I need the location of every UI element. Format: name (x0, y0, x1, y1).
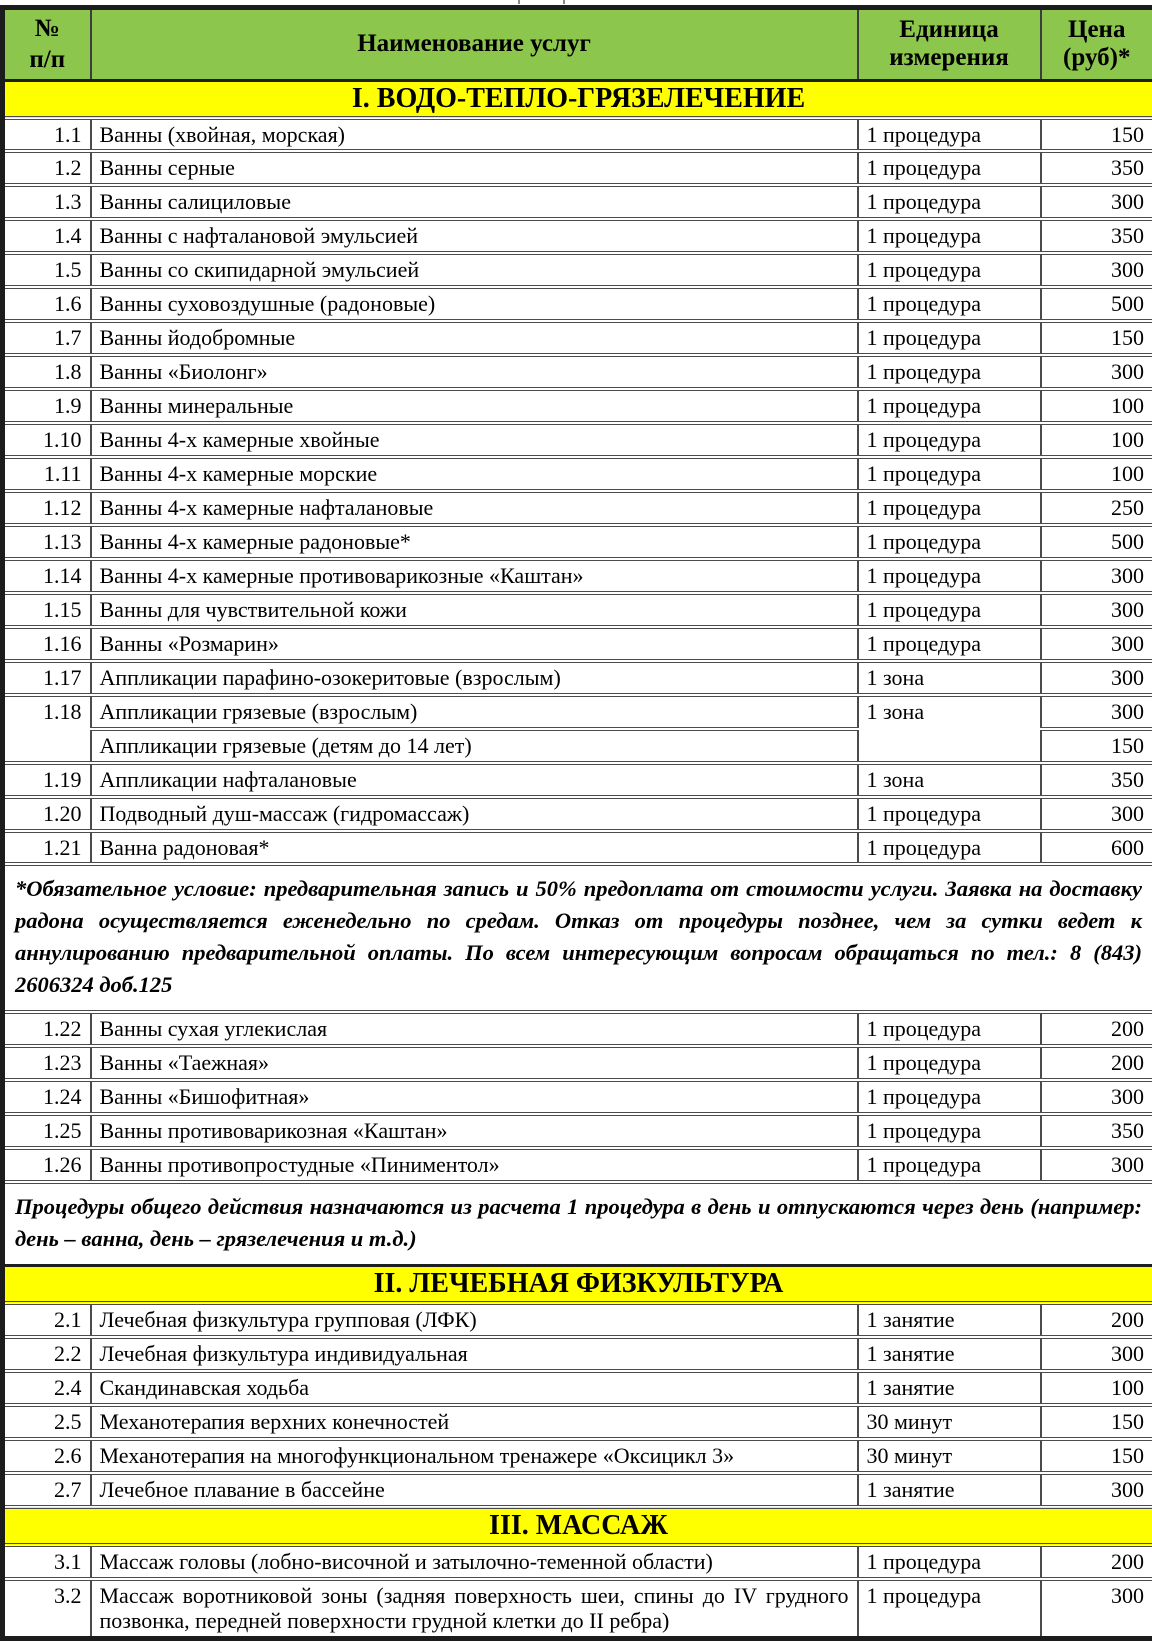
row-number: 3.2 (3, 1579, 91, 1639)
price-cell: 300 (1041, 1337, 1152, 1371)
unit-cell: 1 процедура (858, 253, 1041, 287)
service-name: Ванны «Таежная» (91, 1046, 858, 1080)
section-row (3, 1507, 1152, 1545)
row-number: 1.8 (3, 355, 91, 389)
unit-cell: 1 процедура (858, 525, 1041, 559)
table-row (3, 287, 1152, 321)
row-number: 2.7 (3, 1473, 91, 1507)
service-name: Ванны с нафталановой эмульсией (91, 219, 858, 253)
table-row (3, 1405, 1152, 1439)
service-name: Массаж воротниковой зоны (задняя поверхность шеи, спины до IV грудного позвонка, передней поверхности грудной клетки до II ребра) (91, 1579, 858, 1639)
note-text: *Обязательное условие: предварительная запись и 50% предоплата от стоимости услуги. Заявка на доставку радона осуществляется еженедельно по средам. Отказ от процедуры позднее, чем за сутки ведет к аннулированию предварительной оплаты. По всем интересующим вопросам обращаться по тел.: 8 (843) 2606324 доб.125 (3, 864, 1152, 1012)
table-row (3, 695, 1152, 729)
unit-cell: 1 процедура (858, 1012, 1041, 1046)
row-number: 1.22 (3, 1012, 91, 1046)
price-cell: 150 (1041, 118, 1152, 152)
service-name: Ванна радоновая* (91, 831, 858, 865)
service-name: Лечебная физкультура групповая (ЛФК) (91, 1303, 858, 1337)
table-row (3, 763, 1152, 797)
price-cell: 100 (1041, 1371, 1152, 1405)
price-cell: 200 (1041, 1545, 1152, 1579)
row-number: 3.1 (3, 1545, 91, 1579)
unit-cell: 1 процедура (858, 797, 1041, 831)
table-row (3, 1371, 1152, 1405)
service-name: Ванны минеральные (91, 389, 858, 423)
row-number: 1.1 (3, 118, 91, 152)
table-row (3, 1303, 1152, 1337)
table-row (3, 1337, 1152, 1371)
service-name: Ванны 4-х камерные нафталановые (91, 491, 858, 525)
service-name: Ванны серные (91, 151, 858, 185)
col-header-price: Цена (руб)* (1041, 8, 1152, 81)
price-cell: 300 (1041, 253, 1152, 287)
unit-cell: 1 процедура (858, 185, 1041, 219)
table-row (3, 593, 1152, 627)
price-table-header (3, 8, 1152, 81)
unit-cell: 1 процедура (858, 627, 1041, 661)
unit-cell: 1 процедура (858, 1579, 1041, 1639)
unit-cell: 1 процедура (858, 151, 1041, 185)
table-row (3, 1439, 1152, 1473)
price-cell: 150 (1041, 321, 1152, 355)
row-number: 1.3 (3, 185, 91, 219)
row-number: 1.7 (3, 321, 91, 355)
section-header: II. ЛЕЧЕБНАЯ ФИЗКУЛЬТУРА (3, 1265, 1152, 1303)
price-cell: 200 (1041, 1046, 1152, 1080)
table-row (3, 1046, 1152, 1080)
row-number: 1.15 (3, 593, 91, 627)
row-number: 1.21 (3, 831, 91, 865)
table-row (3, 797, 1152, 831)
row-number: 1.26 (3, 1148, 91, 1182)
table-row (3, 423, 1152, 457)
unit-cell: 1 процедура (858, 1545, 1041, 1579)
table-row (3, 219, 1152, 253)
price-cell: 300 (1041, 661, 1152, 695)
table-row (3, 559, 1152, 593)
table-row (3, 389, 1152, 423)
unit-cell: 1 процедура (858, 1114, 1041, 1148)
unit-cell: 30 минут (858, 1439, 1041, 1473)
service-name: Аппликации грязевые (взрослым) (91, 695, 858, 729)
crop-artifact-tick (563, 0, 565, 4)
row-number: 1.10 (3, 423, 91, 457)
unit-cell: 1 процедура (858, 355, 1041, 389)
service-name: Ванны «Бишофитная» (91, 1080, 858, 1114)
unit-cell: 1 процедура (858, 457, 1041, 491)
service-name: Аппликации парафино-озокеритовые (взрослым) (91, 661, 858, 695)
price-cell: 100 (1041, 457, 1152, 491)
service-name: Массаж головы (лобно-височной и затылочно-теменной области) (91, 1545, 858, 1579)
unit-cell: 30 минут (858, 1405, 1041, 1439)
table-row (3, 457, 1152, 491)
unit-cell: 1 процедура (858, 559, 1041, 593)
unit-cell: 1 процедура (858, 389, 1041, 423)
service-name: Ванны 4-х камерные противоварикозные «Каштан» (91, 559, 858, 593)
unit-cell: 1 процедура (858, 1080, 1041, 1114)
price-cell: 300 (1041, 1080, 1152, 1114)
service-name: Ванны 4-х камерные хвойные (91, 423, 858, 457)
section-row (3, 1265, 1152, 1303)
price-cell: 350 (1041, 1114, 1152, 1148)
row-number: 1.24 (3, 1080, 91, 1114)
price-cell: 150 (1041, 1439, 1152, 1473)
table-row (3, 1545, 1152, 1579)
unit-cell: 1 процедура (858, 491, 1041, 525)
table-row (3, 525, 1152, 559)
row-number: 2.4 (3, 1371, 91, 1405)
row-number: 1.5 (3, 253, 91, 287)
price-cell: 300 (1041, 627, 1152, 661)
unit-cell: 1 занятие (858, 1371, 1041, 1405)
service-name: Ванны со скипидарной эмульсией (91, 253, 858, 287)
price-table (0, 5, 1152, 1641)
price-cell: 500 (1041, 287, 1152, 321)
row-number: 2.2 (3, 1337, 91, 1371)
service-name: Ванны 4-х камерные радоновые* (91, 525, 858, 559)
price-cell: 300 (1041, 355, 1152, 389)
price-cell: 100 (1041, 389, 1152, 423)
row-number: 1.20 (3, 797, 91, 831)
unit-cell: 1 занятие (858, 1337, 1041, 1371)
price-cell: 500 (1041, 525, 1152, 559)
unit-cell: 1 процедура (858, 831, 1041, 865)
price-cell: 300 (1041, 695, 1152, 729)
service-name: Ванны йодобромные (91, 321, 858, 355)
table-row (3, 355, 1152, 389)
row-number: 1.4 (3, 219, 91, 253)
price-cell: 300 (1041, 1579, 1152, 1639)
unit-cell: 1 процедура (858, 118, 1041, 152)
unit-cell: 1 процедура (858, 287, 1041, 321)
service-name: Скандинавская ходьба (91, 1371, 858, 1405)
crop-artifact-strip (0, 0, 1152, 5)
price-cell: 350 (1041, 219, 1152, 253)
service-name: Ванны 4-х камерные морские (91, 457, 858, 491)
col-header-num (3, 8, 91, 81)
price-cell: 100 (1041, 423, 1152, 457)
table-row (3, 321, 1152, 355)
price-cell: 350 (1041, 763, 1152, 797)
price-cell: 300 (1041, 1148, 1152, 1182)
service-name: Ванны для чувствительной кожи (91, 593, 858, 627)
table-row (3, 1148, 1152, 1182)
price-cell: 200 (1041, 1012, 1152, 1046)
unit-cell: 1 процедура (858, 219, 1041, 253)
table-row (3, 1114, 1152, 1148)
table-row (3, 1473, 1152, 1507)
service-name: Подводный душ-массаж (гидромассаж) (91, 797, 858, 831)
price-cell: 300 (1041, 559, 1152, 593)
unit-cell: 1 процедура (858, 423, 1041, 457)
table-row (3, 661, 1152, 695)
service-name: Аппликации грязевые (детям до 14 лет) (91, 729, 858, 763)
section-row (3, 80, 1152, 118)
service-name: Ванны сухая углекислая (91, 1012, 858, 1046)
table-row (3, 1579, 1152, 1639)
col-header-name: Наименование услуг (91, 8, 858, 81)
service-name: Механотерапия на многофункциональном тренажере «Оксицикл 3» (91, 1439, 858, 1473)
row-number: 2.1 (3, 1303, 91, 1337)
price-cell: 350 (1041, 151, 1152, 185)
service-name: Ванны «Розмарин» (91, 627, 858, 661)
unit-cell: 1 зона (858, 695, 1041, 763)
service-name: Ванны салициловые (91, 185, 858, 219)
row-number: 1.17 (3, 661, 91, 695)
row-number: 1.25 (3, 1114, 91, 1148)
col-header-num-line2: п/п (9, 44, 86, 75)
unit-cell: 1 процедура (858, 321, 1041, 355)
table-row (3, 253, 1152, 287)
price-cell: 300 (1041, 185, 1152, 219)
unit-cell: 1 занятие (858, 1303, 1041, 1337)
service-name: Механотерапия верхних конечностей (91, 1405, 858, 1439)
row-number: 1.14 (3, 559, 91, 593)
table-row (3, 831, 1152, 865)
section-header: III. МАССАЖ (3, 1507, 1152, 1545)
price-cell: 150 (1041, 729, 1152, 763)
unit-cell: 1 процедура (858, 593, 1041, 627)
service-name: Ванны противоварикозная «Каштан» (91, 1114, 858, 1148)
row-number: 1.19 (3, 763, 91, 797)
col-header-unit: Единица измерения (858, 8, 1041, 81)
price-table-body (3, 80, 1152, 1639)
row-number: 2.6 (3, 1439, 91, 1473)
service-name: Аппликации нафталановые (91, 763, 858, 797)
table-row (3, 1012, 1152, 1046)
table-row (3, 185, 1152, 219)
service-name: Ванны (хвойная, морская) (91, 118, 858, 152)
service-name: Ванны «Биолонг» (91, 355, 858, 389)
unit-cell: 1 зона (858, 661, 1041, 695)
header-row (3, 8, 1152, 81)
crop-artifact-tick (518, 0, 520, 4)
row-number: 1.16 (3, 627, 91, 661)
note-text: Процедуры общего действия назначаются из расчета 1 процедура в день и отпускаются через день (например: день – ванна, день – грязелечения и т.д.) (3, 1182, 1152, 1265)
price-cell: 150 (1041, 1405, 1152, 1439)
price-cell: 300 (1041, 797, 1152, 831)
unit-cell: 1 процедура (858, 1148, 1041, 1182)
unit-cell: 1 процедура (858, 1046, 1041, 1080)
note-row (3, 864, 1152, 1012)
price-cell: 300 (1041, 1473, 1152, 1507)
service-name: Ванны суховоздушные (радоновые) (91, 287, 858, 321)
row-number: 2.5 (3, 1405, 91, 1439)
table-row (3, 627, 1152, 661)
row-number: 1.6 (3, 287, 91, 321)
unit-cell: 1 зона (858, 763, 1041, 797)
row-number: 1.23 (3, 1046, 91, 1080)
table-row (3, 151, 1152, 185)
col-header-num-line1: № (9, 13, 86, 44)
row-number: 1.12 (3, 491, 91, 525)
price-cell: 600 (1041, 831, 1152, 865)
service-name: Лечебное плавание в бассейне (91, 1473, 858, 1507)
row-number: 1.9 (3, 389, 91, 423)
table-row (3, 118, 1152, 152)
row-number: 1.13 (3, 525, 91, 559)
price-cell: 200 (1041, 1303, 1152, 1337)
row-number: 1.11 (3, 457, 91, 491)
table-row (3, 491, 1152, 525)
section-header: I. ВОДО-ТЕПЛО-ГРЯЗЕЛЕЧЕНИЕ (3, 80, 1152, 118)
row-number: 1.18 (3, 695, 91, 763)
price-cell: 250 (1041, 491, 1152, 525)
note-row (3, 1182, 1152, 1265)
unit-cell: 1 занятие (858, 1473, 1041, 1507)
service-name: Ванны противопростудные «Пиниментол» (91, 1148, 858, 1182)
row-number: 1.2 (3, 151, 91, 185)
table-row (3, 1080, 1152, 1114)
price-cell: 300 (1041, 593, 1152, 627)
service-name: Лечебная физкультура индивидуальная (91, 1337, 858, 1371)
